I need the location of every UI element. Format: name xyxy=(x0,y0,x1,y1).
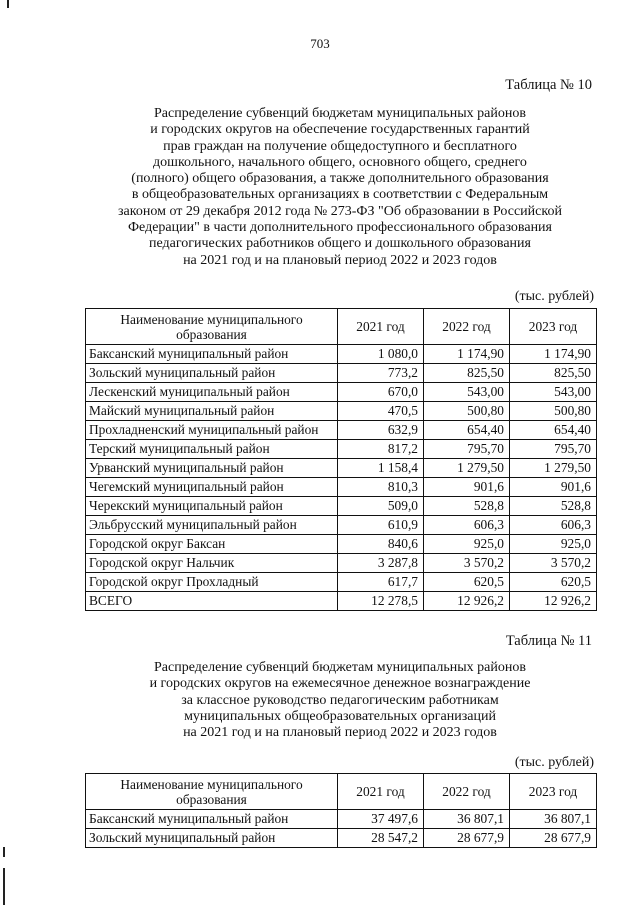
header-name-line1: Наименование муниципального xyxy=(120,311,303,327)
table-10-units: (тыс. рублей) xyxy=(514,289,594,304)
cell-2022: 825,50 xyxy=(424,364,510,383)
title-line: Распределение субвенций бюджетам муниципальных районов xyxy=(154,106,526,121)
table-row xyxy=(86,516,597,535)
cell-2023: 12 926,2 xyxy=(510,592,597,611)
table-11-units: (тыс. рублей) xyxy=(514,755,594,770)
cell-2023: 606,3 xyxy=(510,516,597,535)
cell-name: Зольский муниципальный район xyxy=(86,364,338,383)
title-line: на 2021 год и на плановый период 2022 и 2023 годов xyxy=(183,252,497,268)
cell-name: Лескенский муниципальный район xyxy=(86,383,338,402)
cell-2021: 1 080,0 xyxy=(338,345,424,364)
title-line: Распределение субвенций бюджетам муниципальных районов xyxy=(154,660,526,675)
title-line: и городских округов на ежемесячное денежное вознаграждение xyxy=(149,676,531,692)
table-10-label: Таблица № 10 xyxy=(505,77,592,93)
header-name xyxy=(86,774,338,810)
scan-mark xyxy=(3,868,5,905)
cell-name: Зольский муниципальный район xyxy=(86,829,338,848)
cell-name: Городской округ Прохладный xyxy=(86,573,338,592)
cell-name: ВСЕГО xyxy=(86,592,338,611)
table-row xyxy=(86,573,597,592)
cell-2021: 773,2 xyxy=(338,364,424,383)
title-line: Федерации" в части дополнительного профессионального образования xyxy=(128,220,552,236)
title-line: дошкольного, начального общего, основного общего, среднего xyxy=(153,154,527,170)
cell-2021: 509,0 xyxy=(338,497,424,516)
table-10 xyxy=(85,308,597,611)
cell-2021: 610,9 xyxy=(338,516,424,535)
cell-2023: 620,5 xyxy=(510,573,597,592)
cell-2022: 1 279,50 xyxy=(424,459,510,478)
cell-2023: 1 279,50 xyxy=(510,459,597,478)
table-row xyxy=(86,829,597,848)
cell-name: Прохладненский муниципальный район xyxy=(86,421,338,440)
title-line: на 2021 год и на плановый период 2022 и 2023 годов xyxy=(183,725,497,741)
cell-2023: 1 174,90 xyxy=(510,345,597,364)
table-row xyxy=(86,421,597,440)
table-row xyxy=(86,497,597,516)
cell-2023: 795,70 xyxy=(510,440,597,459)
cell-2022: 901,6 xyxy=(424,478,510,497)
scan-mark xyxy=(7,0,9,8)
cell-2023: 3 570,2 xyxy=(510,554,597,573)
table-row xyxy=(86,402,597,421)
cell-2021: 810,3 xyxy=(338,478,424,497)
cell-2023: 901,6 xyxy=(510,478,597,497)
cell-2021: 670,0 xyxy=(338,383,424,402)
cell-name: Городской округ Баксан xyxy=(86,535,338,554)
cell-2023: 28 677,9 xyxy=(510,829,597,848)
title-line: прав граждан на получение общедоступного и бесплатного xyxy=(163,138,517,154)
cell-name: Урванский муниципальный район xyxy=(86,459,338,478)
cell-2023: 36 807,1 xyxy=(510,810,597,829)
cell-2021: 840,6 xyxy=(338,535,424,554)
table-row xyxy=(86,383,597,402)
header-name-line2: образования xyxy=(176,326,247,342)
cell-2023: 925,0 xyxy=(510,535,597,554)
title-line: законом от 29 декабря 2012 года № 273-ФЗ "Об образовании в Российской xyxy=(118,203,562,219)
header-2023: 2023 год xyxy=(510,774,597,810)
cell-2023: 543,00 xyxy=(510,383,597,402)
table-row xyxy=(86,478,597,497)
page-number: 703 xyxy=(310,36,330,51)
table-row xyxy=(86,364,597,383)
cell-2022: 543,00 xyxy=(424,383,510,402)
header-name xyxy=(86,309,338,345)
cell-2023: 825,50 xyxy=(510,364,597,383)
table-11 xyxy=(85,773,597,848)
cell-2023: 528,8 xyxy=(510,497,597,516)
table-row xyxy=(86,345,597,364)
title-line: в общеобразовательных организациях в соответствии с Федеральным xyxy=(131,187,549,203)
cell-name: Чегемский муниципальный район xyxy=(86,478,338,497)
scan-mark xyxy=(3,847,5,857)
header-2023: 2023 год xyxy=(510,309,597,345)
cell-2022: 1 174,90 xyxy=(424,345,510,364)
cell-2022: 28 677,9 xyxy=(424,829,510,848)
cell-2021: 12 278,5 xyxy=(338,592,424,611)
title-line: муниципальных общеобразовательных организаций xyxy=(184,708,496,724)
table-11-label: Таблица № 11 xyxy=(505,633,592,649)
cell-2021: 3 287,8 xyxy=(338,554,424,573)
title-line: и городских округов на обеспечение государственных гарантий xyxy=(150,122,530,138)
cell-2022: 36 807,1 xyxy=(424,810,510,829)
cell-2022: 654,40 xyxy=(424,421,510,440)
cell-name: Баксанский муниципальный район xyxy=(86,810,338,829)
cell-2021: 617,7 xyxy=(338,573,424,592)
cell-name: Городской округ Нальчик xyxy=(86,554,338,573)
cell-name: Эльбрусский муниципальный район xyxy=(86,516,338,535)
cell-2022: 500,80 xyxy=(424,402,510,421)
cell-2023: 500,80 xyxy=(510,402,597,421)
cell-name: Баксанский муниципальный район xyxy=(86,345,338,364)
cell-2021: 632,9 xyxy=(338,421,424,440)
header-2021: 2021 год xyxy=(338,774,424,810)
table-header-row xyxy=(86,774,597,810)
cell-2022: 12 926,2 xyxy=(424,592,510,611)
cell-2022: 606,3 xyxy=(424,516,510,535)
table-header-row xyxy=(86,309,597,345)
cell-2023: 654,40 xyxy=(510,421,597,440)
cell-2022: 795,70 xyxy=(424,440,510,459)
total-row xyxy=(86,592,597,611)
cell-2022: 925,0 xyxy=(424,535,510,554)
header-name-line1: Наименование муниципального xyxy=(120,776,303,792)
cell-2021: 1 158,4 xyxy=(338,459,424,478)
cell-2021: 470,5 xyxy=(338,402,424,421)
cell-name: Черекский муниципальный район xyxy=(86,497,338,516)
header-2022: 2022 год xyxy=(424,309,510,345)
cell-2022: 528,8 xyxy=(424,497,510,516)
table-11-title xyxy=(80,660,600,741)
cell-2022: 620,5 xyxy=(424,573,510,592)
cell-2022: 3 570,2 xyxy=(424,554,510,573)
table-row xyxy=(86,535,597,554)
cell-name: Майский муниципальный район xyxy=(86,402,338,421)
header-name-line2: образования xyxy=(176,791,247,807)
title-line: педагогических работников общего и дошкольного образования xyxy=(149,236,531,252)
header-2021: 2021 год xyxy=(338,309,424,345)
cell-2021: 28 547,2 xyxy=(338,829,424,848)
table-10-title xyxy=(80,106,600,269)
cell-2021: 817,2 xyxy=(338,440,424,459)
table-row xyxy=(86,810,597,829)
table-row xyxy=(86,440,597,459)
cell-2021: 37 497,6 xyxy=(338,810,424,829)
header-2022: 2022 год xyxy=(424,774,510,810)
title-line: (полного) общего образования, а также дополнительного образования xyxy=(131,171,549,187)
cell-name: Терский муниципальный район xyxy=(86,440,338,459)
title-line: за классное руководство педагогическим работникам xyxy=(181,692,499,708)
table-row xyxy=(86,554,597,573)
table-row xyxy=(86,459,597,478)
